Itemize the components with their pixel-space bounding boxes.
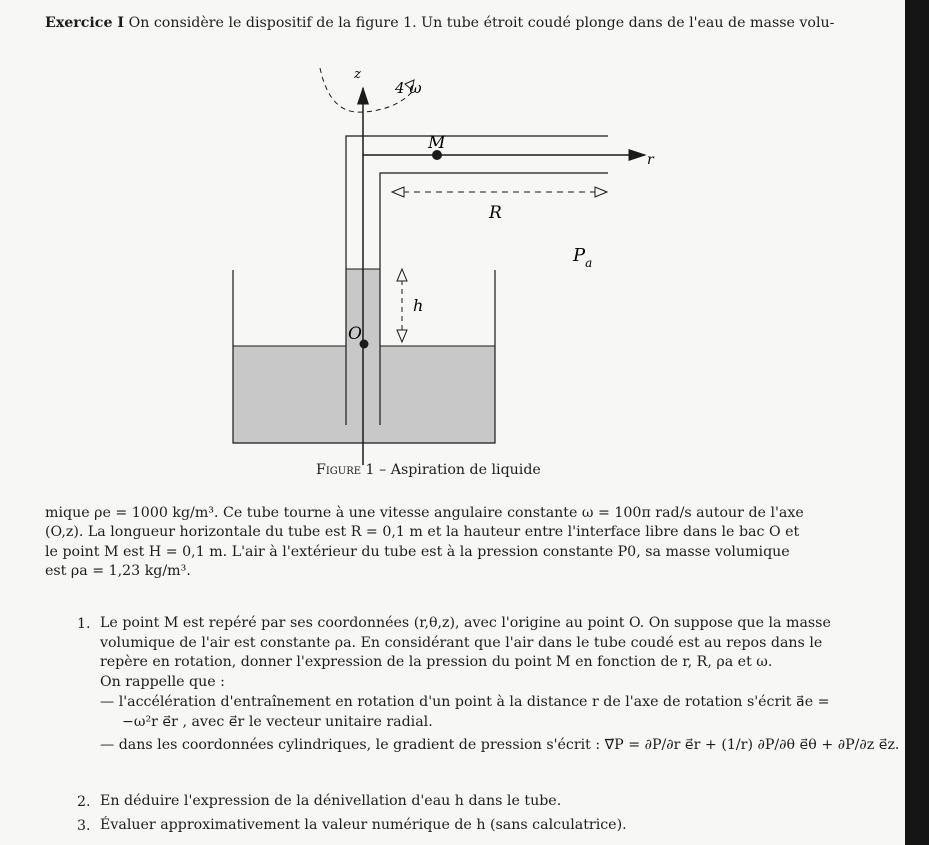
- paragraph-line: est ρa = 1,23 kg/m³.: [45, 563, 191, 580]
- exercise-heading: [45, 14, 834, 32]
- paragraph-line: mique ρe = 1000 kg/m³. Ce tube tourne à une vitesse angulaire constante ω = 100π rad/s autour de l'axe: [45, 505, 804, 521]
- exercise-label: Exercice I: [45, 15, 125, 31]
- paragraph-line: (O,z). La longueur horizontale du tube est R = 0,1 m et la hauteur entre l'interface libre dans le bac O et: [45, 524, 800, 541]
- exercise-intro: On considère le dispositif de la figure 1. Un tube étroit coudé plonge dans de l'eau de masse volu-: [128, 15, 835, 31]
- label-m: M: [428, 133, 446, 153]
- question-line: repère en rotation, donner l'expression de la pression du point M en fonction de r, R, ρa et ω.: [100, 654, 773, 671]
- water-basin: [233, 346, 495, 443]
- label-z: z: [354, 67, 361, 82]
- question-2-text: [100, 792, 860, 812]
- question-line: On rappelle que :: [100, 673, 225, 690]
- label-pa: $P_a$: [573, 245, 593, 270]
- figure-caption: [316, 461, 541, 479]
- bullet-line: — l'accélération d'entraînement en rotation d'un point à la distance r de l'axe de rotation s'écrit a⃗e =: [100, 694, 830, 710]
- question-line: Le point M est repéré par ses coordonnées (r,θ,z), avec l'origine au point O. On suppose que la masse: [100, 615, 831, 631]
- question-3-text: [100, 816, 860, 836]
- figure-1-diagram: [0, 40, 905, 510]
- h-dimension-top-arrow: [397, 269, 407, 281]
- question-2-number: 2.: [77, 794, 91, 810]
- label-r: r: [647, 152, 654, 168]
- h-dimension-bottom-arrow: [397, 330, 407, 342]
- r-dimension-left-arrow: [392, 187, 404, 197]
- label-R: R: [489, 203, 502, 223]
- bullet-line: — dans les coordonnées cylindriques, le gradient de pression s'écrit : ∇⃗P = ∂P/∂r e⃗r + (1/r) ∂P/∂θ e⃗θ + ∂P/∂z e⃗z.: [100, 737, 900, 753]
- screen-edge-bar: [905, 0, 929, 845]
- question-1-number: 1.: [77, 616, 91, 632]
- question-1-text: [100, 614, 860, 692]
- question-3-number: 3.: [77, 818, 91, 834]
- question-line: En déduire l'expression de la dénivellation d'eau h dans le tube.: [100, 793, 562, 809]
- figure-caption-text: Aspiration de liquide: [390, 462, 541, 478]
- label-h: h: [413, 296, 424, 315]
- question-line: volumique de l'air est constante ρa. En considérant que l'air dans le tube coudé est au repos dans le: [100, 634, 823, 651]
- bullet-line: −ω²r e⃗r , avec e⃗r le vecteur unitaire radial.: [122, 713, 433, 730]
- question-1-bullet-1: [100, 693, 860, 732]
- question-line: Évaluer approximativement la valeur numérique de h (sans calculatrice).: [100, 817, 627, 833]
- paragraph-line: le point M est H = 0,1 m. L'air à l'extérieur du tube est à la pression constante P0, sa masse volumique: [45, 543, 790, 560]
- label-o: O: [348, 324, 362, 344]
- intro-paragraph: [45, 504, 860, 582]
- r-dimension-right-arrow: [595, 187, 607, 197]
- label-omega: 4 ω: [395, 79, 422, 97]
- question-1-bullet-2: [100, 736, 900, 756]
- figure-caption-label: Figure 1 –: [316, 462, 387, 478]
